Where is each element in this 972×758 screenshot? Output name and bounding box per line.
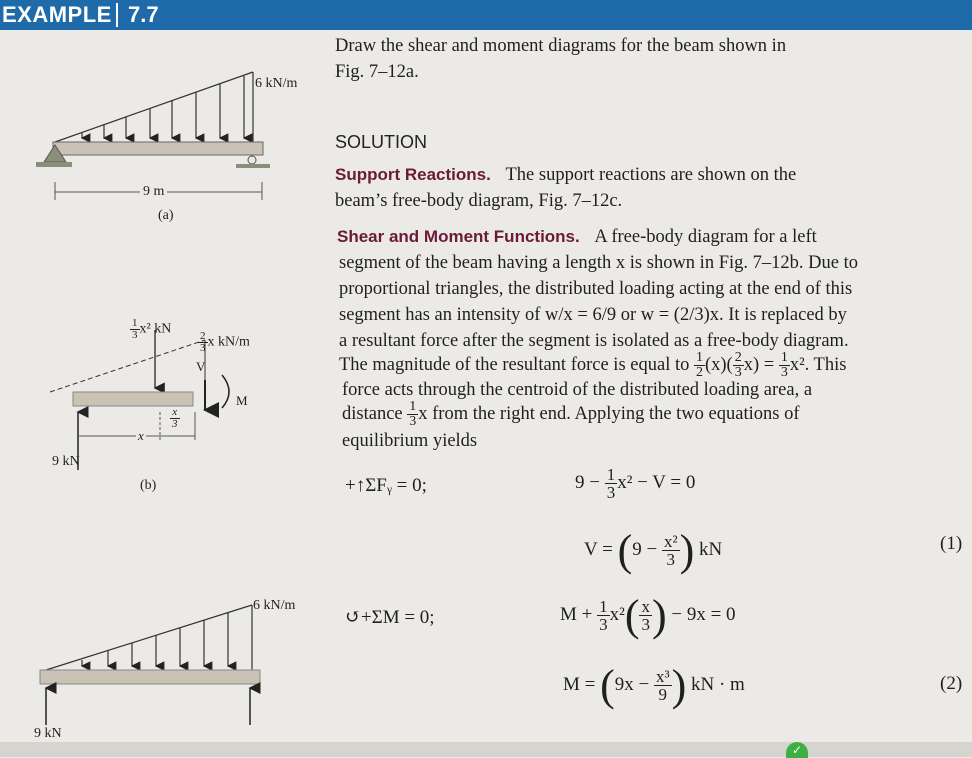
figure-c (40, 605, 260, 725)
fy-frac: $\frac{1}{3}$ (606, 465, 616, 502)
fig-b-v-label: V (196, 359, 206, 374)
paren-right-3: ) (671, 661, 687, 710)
functions-text-6d: x². This (789, 354, 847, 375)
m-frac-2: $\frac{x}{3}$ (641, 597, 650, 634)
check-icon[interactable]: ✓ (786, 742, 808, 758)
m-eq-c: − 9x = 0 (671, 603, 736, 625)
support-text-1: The support reactions are shown on the (505, 165, 797, 185)
support-heading: Support Reactions. (335, 165, 491, 184)
example-number: 7.7 (128, 2, 159, 27)
problem-line-1: Draw the shear and moment diagrams for the beam shown in (335, 36, 787, 56)
frac-third: $\frac{1}{3}$ (780, 350, 788, 380)
figure-a (36, 72, 270, 200)
fig-a-caption: (a) (158, 208, 174, 223)
functions-line-7: force acts through the centroid of the distributed loading area, a (342, 380, 813, 400)
fig-a-span-label: 9 m (140, 184, 167, 200)
sum-m-label: ↺+ΣM = 0; (345, 607, 435, 628)
equation-number-2: (2) (940, 673, 963, 694)
m2-b: 9x − (614, 673, 650, 695)
problem-line-2: Fig. 7–12a. (335, 62, 419, 82)
fig-b-xover3-label: $\frac{x}{3}$ (172, 406, 178, 430)
fig-b-x-label: x (138, 428, 144, 443)
functions-line-2: segment of the beam having a length x is shown in Fig. 7–12b. Due to (339, 253, 858, 273)
v-unit: kN (698, 538, 723, 560)
sum-fy-label: +↑ΣFᵧ = 0; (345, 475, 427, 496)
functions-text-8a: distance (342, 403, 403, 424)
m-frac-1: $\frac{1}{3}$ (599, 597, 608, 634)
fig-a-load-label: 6 kN/m (255, 76, 298, 91)
taskbar-strip (0, 742, 972, 757)
frac-third-b: $\frac{1}{3}$ (409, 399, 417, 429)
functions-text-8b: x from the right end. Applying the two equations of (418, 403, 800, 424)
m2-unit: kN · m (691, 673, 745, 695)
v-eq-a: V = (584, 538, 613, 560)
m-eq-a: M + (560, 603, 593, 625)
functions-heading: Shear and Moment Functions. (337, 227, 580, 246)
functions-line-3: proportional triangles, the distributed loading acting at the end of this (339, 279, 853, 299)
functions-line-9: equilibrium yields (342, 431, 478, 451)
frac-two-thirds: $\frac{2}{3}$ (734, 350, 742, 380)
functions-text-6a: The magnitude of the resultant force is equal to (339, 354, 690, 375)
fig-b-reaction: 9 kN (52, 454, 80, 469)
equation-number-1: (1) (940, 533, 963, 554)
v-frac: $\frac{\text{x²}}{3}$ (663, 532, 678, 569)
example-label: EXAMPLE (2, 2, 112, 27)
m2-frac: $\frac{\text{x³}}{9}$ (655, 667, 670, 704)
v-eq-b: 9 − (632, 538, 658, 560)
frac-half: $\frac{1}{2}$ (695, 350, 703, 380)
functions-line-5: a resultant force after the segment is isolated as a free-body diagram. (339, 331, 849, 351)
fig-c-reaction: 9 kN (34, 726, 62, 741)
paren-left-2: ( (624, 591, 640, 640)
solution-title: SOLUTION (335, 132, 428, 152)
functions-line-4: segment has an intensity of w/x = 6/9 or w = (2/3)x. It is replaced by (339, 305, 847, 325)
fig-b-resultant-label: $\frac{1}{3}$ x² kN (132, 317, 172, 341)
fig-c-load-label: 6 kN/m (253, 598, 296, 613)
paren-right-2: ) (651, 591, 667, 640)
fig-b-intensity-label: $\frac{2}{3}$ x kN/m (200, 330, 250, 354)
functions-text-6b: (x)( (704, 354, 733, 375)
m2-a: M = (563, 673, 596, 695)
paren-left: ( (617, 526, 633, 575)
functions-text-1: A free-body diagram for a left (594, 227, 817, 247)
paren-right: ) (679, 526, 695, 575)
paren-left-3: ( (600, 661, 615, 710)
fy-eq-b: x² − V = 0 (617, 471, 696, 493)
functions-text-6c: x) = (743, 354, 775, 375)
support-line-2: beam’s free-body diagram, Fig. 7–12c. (335, 191, 623, 211)
fig-b-m-label: M (236, 393, 248, 408)
fig-b-caption: (b) (140, 478, 157, 493)
fy-eq-a: 9 − (575, 471, 600, 493)
m-eq-b: x² (609, 603, 625, 625)
